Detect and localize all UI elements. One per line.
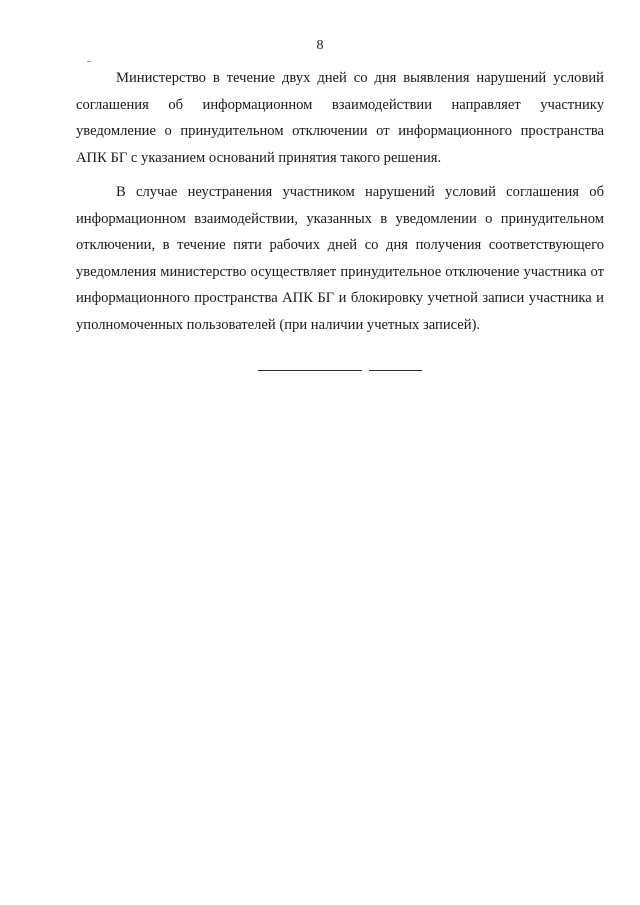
page-number: 8	[316, 38, 324, 53]
end-of-document-rule	[258, 370, 422, 371]
end-rule-segment	[369, 370, 422, 371]
paragraph-notification: Министерство в течение двух дней со дня выявления нарушений условий соглашения об информационном взаимодействии направляет участнику уведомление о принудительном отключении от информационного пространства АПК БГ с указанием оснований принятия такого решения.	[76, 70, 604, 166]
body-text	[76, 65, 604, 338]
margin-mark	[87, 61, 91, 62]
end-rule-segment	[258, 370, 362, 371]
paragraph-disconnection: В случае неустранения участником нарушений условий соглашения об информационном взаимодействии, указанных в уведомлении о принудительном отключении, в течение пяти рабочих дней со дня получения соответствующего уведомления министерство осуществляет принудительное отключение участника от информационного пространства АПК БГ и блокировку учетной записи участника и уполномоченных пользователей (при наличии учетных записей).	[76, 184, 604, 333]
